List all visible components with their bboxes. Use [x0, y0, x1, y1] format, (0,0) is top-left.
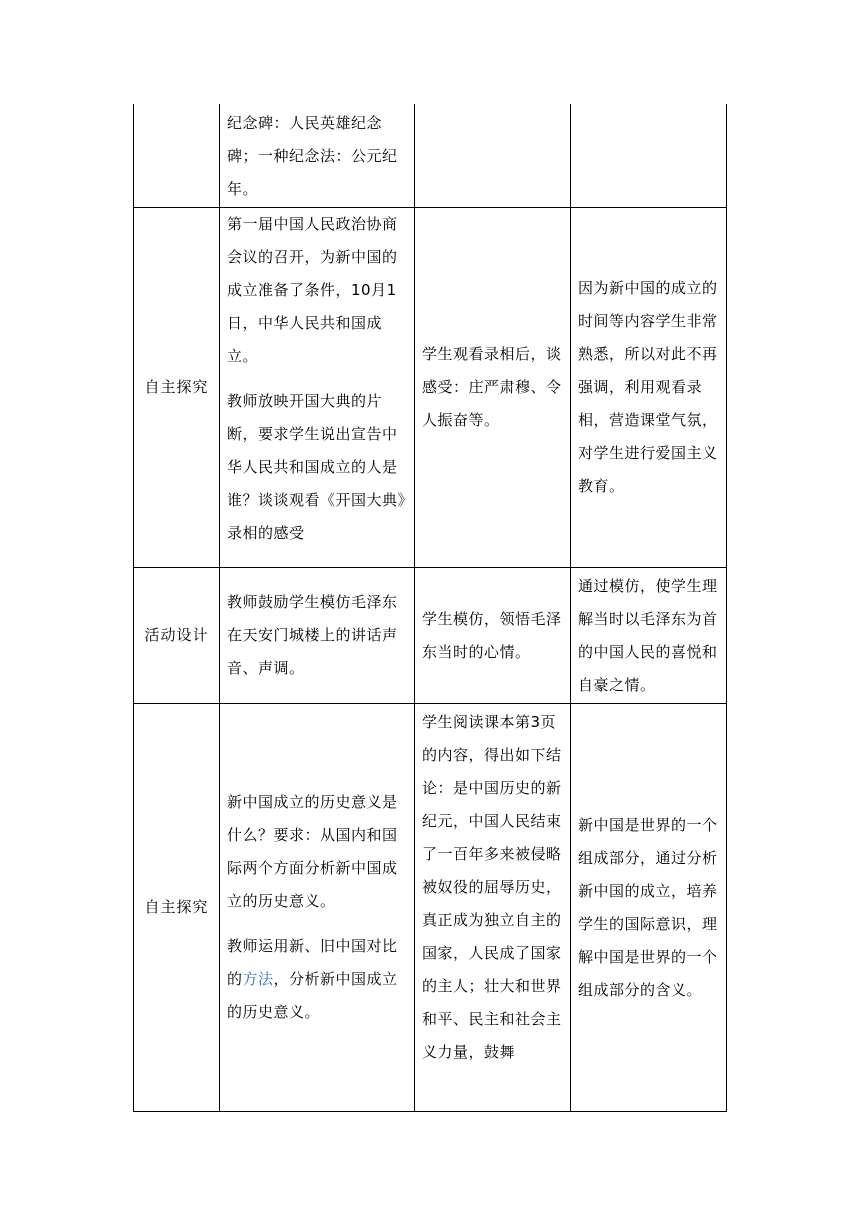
student-activity-text: 学生阅读课本第3页的内容，得出如下结论：是中国历史的新纪元，中国人民结束了一百年多来被侵略被奴役的屈辱历史，真正成为独立自主的国家，人民成了国家的主人；壮大和世界和平、民主和社会主义力量，鼓舞 [422, 713, 562, 1061]
stage-label [134, 704, 219, 1111]
stage-label [134, 568, 219, 703]
table-border [133, 1111, 727, 1112]
table-border [219, 104, 220, 1112]
design-intent-text: 通过模仿，使学生理解当时以毛泽东为首的中国人民的喜悦和自豪之情。 [578, 576, 718, 694]
design-intent-cell [578, 568, 723, 703]
design-intent-cell [578, 704, 723, 1111]
design-intent-cell [578, 208, 723, 567]
teacher-activity-text: 教师鼓励学生模仿毛泽东在天安门城楼上的讲话声音、声调。 [227, 593, 398, 677]
method-link[interactable]: 方法 [242, 970, 274, 988]
stage-label-text: 自主探究 [144, 378, 209, 396]
teacher-method-after: ，分析新中国成立的历史意义。 [227, 970, 398, 1021]
teacher-activity-text: 第一届中国人民政治协商会议的召开，为新中国的成立准备了条件，10月1日，中华人民共和国成立。 [227, 215, 398, 365]
design-intent-text: 因为新中国的成立的时间等内容学生非常熟悉，所以对此不再强调，利用观看录相，营造课堂气氛，对学生进行爱国主义教育。 [578, 279, 718, 495]
stage-label-text: 活动设计 [144, 626, 209, 644]
design-intent-text: 新中国是世界的一个组成部分，通过分析新中国的成立，培养学生的国际意识，理解中国是世界的一个组成部分的含义。 [578, 815, 718, 999]
table-border [414, 104, 415, 1112]
table-row [227, 104, 409, 207]
teacher-activity-text: 教师放映开国大典的片断，要求学生说出宣告中华人民共和国成立的人是谁？谈谈观看《开国大典》录相的感受 [227, 392, 406, 542]
student-activity-cell [422, 704, 567, 1111]
teacher-activity-text: 新中国成立的历史意义是什么？要求：从国内和国际两个方面分析新中国成立的历史意义。 [227, 793, 398, 910]
table-border [570, 104, 571, 1112]
stage-label [134, 208, 219, 567]
teacher-method-before: 教师运用新、旧中国对比的 [227, 937, 398, 988]
teacher-method-text [227, 930, 409, 1029]
teacher-activity-cell [227, 704, 409, 1111]
student-activity-text: 学生模仿，领悟毛泽东当时的心情。 [422, 609, 562, 661]
student-activity-cell [422, 568, 567, 703]
table-border [726, 104, 727, 1112]
student-activity-cell [422, 208, 567, 567]
teacher-activity-cell [227, 208, 409, 567]
stage-label-text: 自主探究 [144, 898, 209, 916]
student-activity-text: 学生观看录相后，谈感受：庄严肃穆、令人振奋等。 [422, 345, 562, 429]
teacher-activity-cell [227, 568, 409, 703]
teacher-activity-text: 纪念碑：人民英雄纪念碑；一种纪念法：公元纪年。 [227, 114, 398, 198]
